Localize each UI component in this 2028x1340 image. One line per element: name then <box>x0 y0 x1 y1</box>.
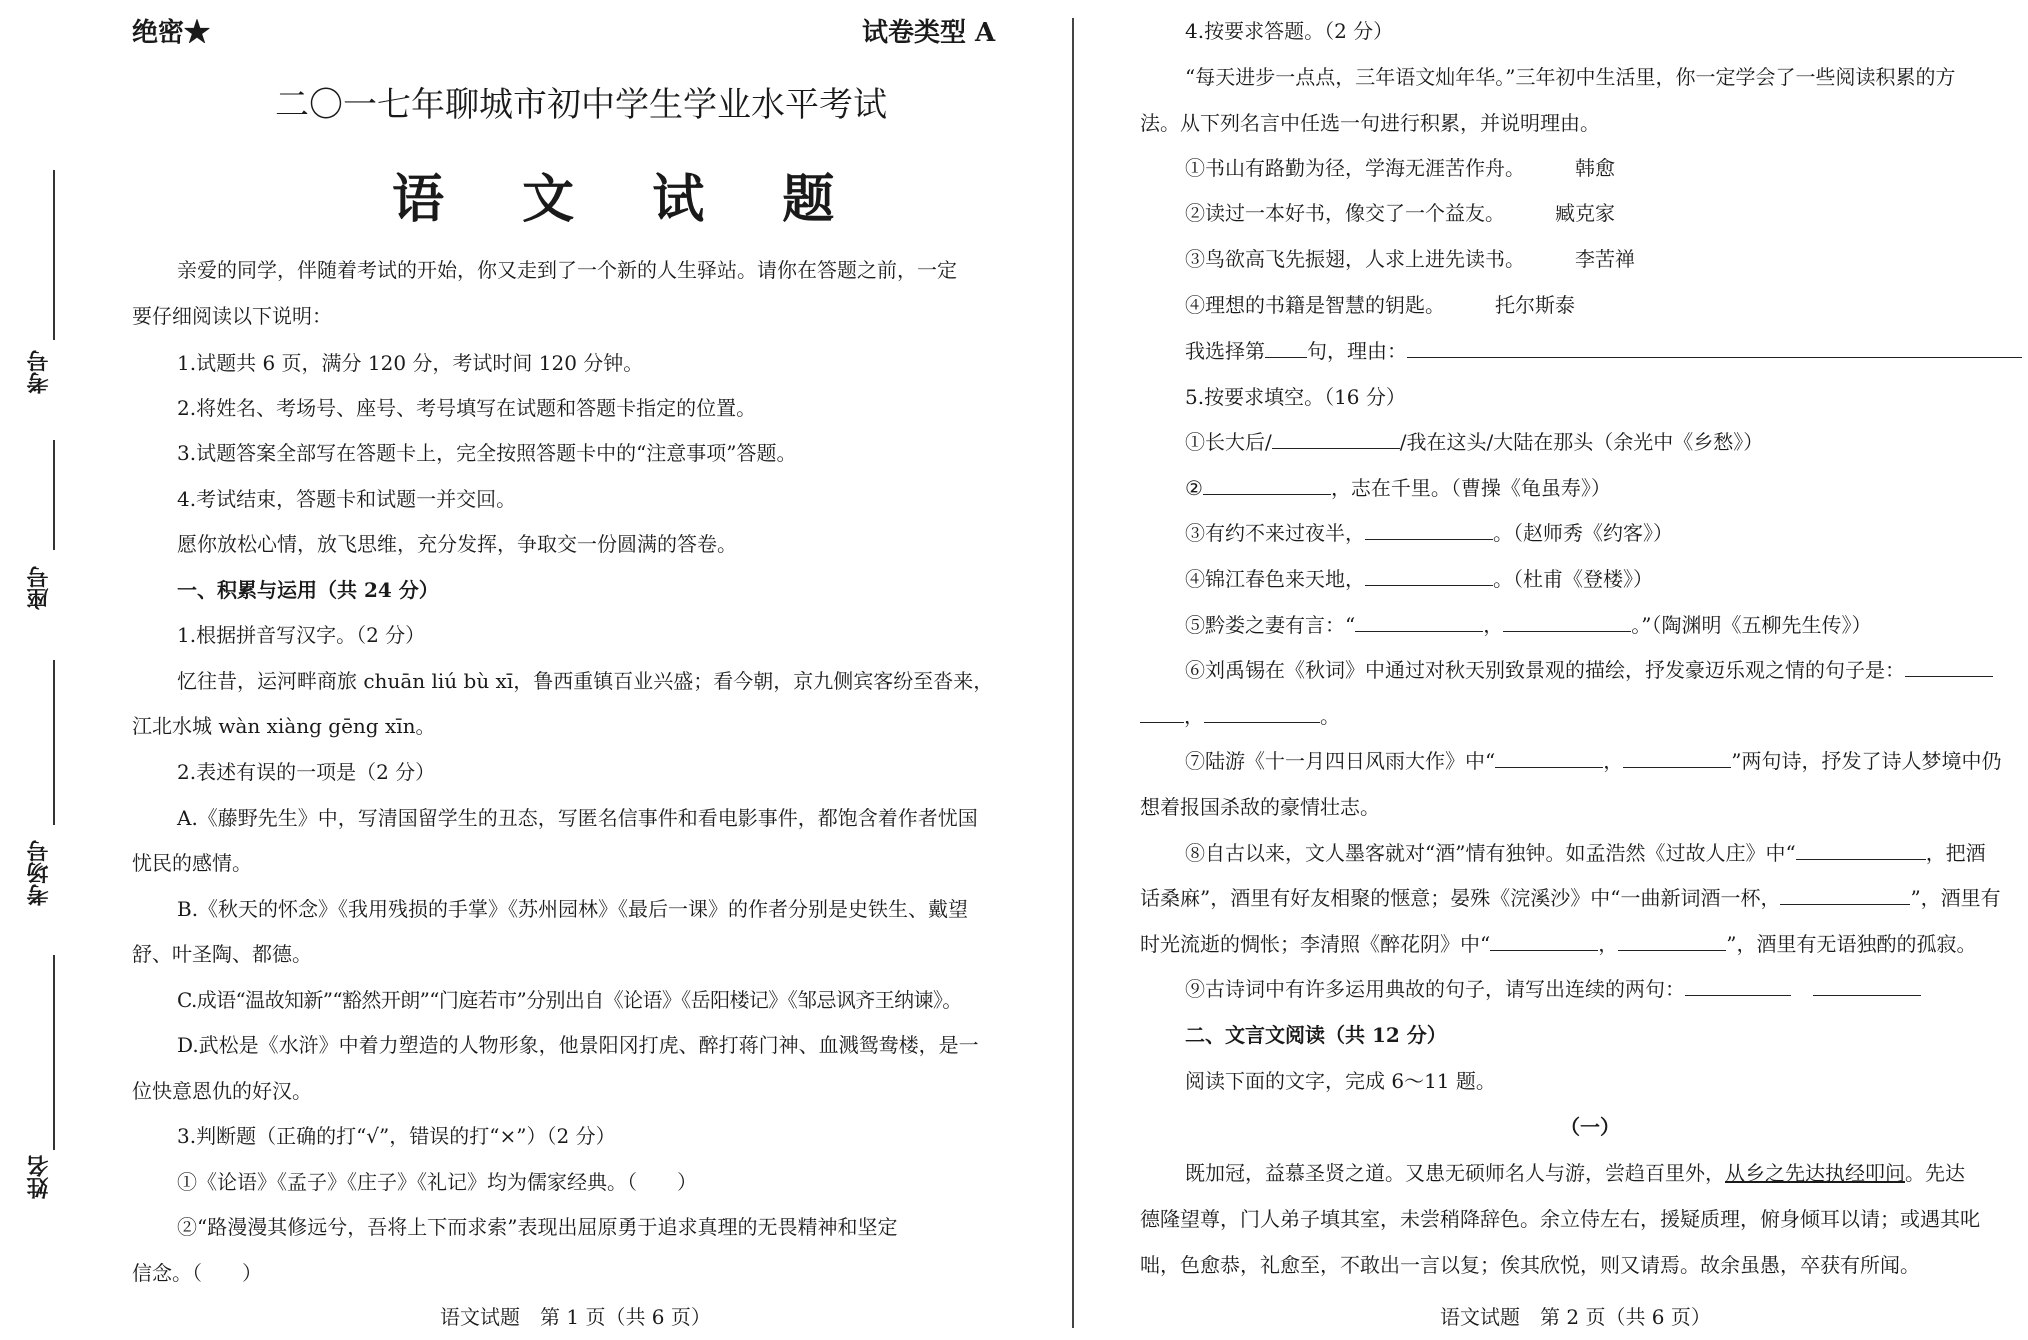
question-text: ②“路漫漫其修远兮，吾将上下而求索”表现出屈原勇于追求真理的无畏精神和坚定 <box>177 1215 898 1239</box>
quote-item: ②读过一本好书，像交了一个益友。 臧克家 <box>1185 201 1615 225</box>
option-a: 忧民的感情。 <box>132 851 252 875</box>
classical-text: 德隆望尊，门人弟子填其室，未尝稍降辞色。余立侍左右，援疑质理，俯身倾耳以请；或遇其叱 <box>1140 1207 1980 1231</box>
page-divider <box>1072 18 1074 1328</box>
question-text: 法。从下列名言中任选一句进行积累，并说明理由。 <box>1140 111 1600 135</box>
rule-item: 3.试题答案全部写在答题卡上，完全按照答题卡中的“注意事项”答题。 <box>177 441 797 465</box>
classical-text: 既加冠，益慕圣贤之道。又患无硕师名人与游，尝趋百里外，从乡之先达执经叩问。先达 <box>1185 1161 1965 1185</box>
confidential-mark: 绝密★ <box>132 18 211 48</box>
binding-line <box>53 660 55 825</box>
question-text: 想着报国杀敌的豪情壮志。 <box>1140 795 1380 819</box>
option-b: B.《秋天的怀念》《我用残损的手掌》《苏州园林》《最后一课》的作者分别是史铁生、戴望 <box>177 897 969 921</box>
intro-text: 要仔细阅读以下说明： <box>132 304 332 328</box>
paper-type: 试卷类型 A <box>862 18 996 48</box>
question-stem: 2.表述有误的一项是（2 分） <box>177 760 436 784</box>
fill-blank: ⑤黔娄之妻有言：“ ， 。”（陶渊明《五柳先生传》） <box>1185 613 1872 637</box>
binding-line <box>53 440 55 550</box>
rule-item: 1.试题共 6 页，满分 120 分，考试时间 120 分钟。 <box>177 351 644 375</box>
exam-number-label: 考号 <box>26 350 52 394</box>
section-heading: 一、积累与运用（共 24 分） <box>177 578 439 602</box>
name-label: 姓名 <box>26 1155 52 1199</box>
fill-blank: ， 。 <box>1140 703 1340 729</box>
fill-blank: ①长大后/ /我在这头/大陆在那头（余光中《乡愁》） <box>1185 430 1764 454</box>
classical-text: 咄，色愈恭，礼愈至，不敢出一言以复；俟其欣悦，则又请焉。故余虽愚，卒获有所闻。 <box>1140 1253 1920 1277</box>
fill-blank: ⑦陆游《十一月四日风雨大作》中“ ， ”两句诗，抒发了诗人梦境中仍 <box>1185 749 2002 773</box>
quote-item: ④理想的书籍是智慧的钥匙。 托尔斯泰 <box>1185 293 1575 317</box>
fill-blank: ② ，志在千里。（曹操《龟虽寿》） <box>1185 476 1611 500</box>
question-text: 江北水城 wàn xiàng gēng xīn。 <box>132 714 436 738</box>
rule-item: 2.将姓名、考场号、座号、考号填写在试题和答题卡指定的位置。 <box>177 396 757 420</box>
question-stem: 1.根据拼音写汉字。（2 分） <box>177 623 426 647</box>
option-c: C.成语“温故知新”“豁然开朗”“门庭若市”分别出自《论语》《岳阳楼记》《邹忌讽齐王纳谏》。 <box>177 988 962 1012</box>
answer-line: 我选择第 句，理由： <box>1185 338 2022 364</box>
binding-line <box>53 170 55 340</box>
page-footer: 语文试题 第 2 页（共 6 页） <box>1440 1305 1711 1329</box>
question-stem: 4.按要求答题。（2 分） <box>1185 19 1394 43</box>
fill-blank: ⑨古诗词中有许多运用典故的句子，请写出连续的两句： <box>1185 976 1921 1002</box>
part-heading: （一） <box>1560 1115 1620 1139</box>
exam-room-label: 考场号 <box>26 840 52 906</box>
question-text: 忆往昔，运河畔商旅 chuān liú bù xī，鲁西重镇百业兴盛；看今朝，京九侧宾客纷至沓来， <box>177 669 994 693</box>
wish-text: 愿你放松心情，放飞思维，充分发挥，争取交一份圆满的答卷。 <box>177 532 737 556</box>
rule-item: 4.考试结束，答题卡和试题一并交回。 <box>177 487 517 511</box>
fill-blank: ③有约不来过夜半， 。（赵师秀《约客》） <box>1185 521 1673 545</box>
seat-number-label: 座号 <box>26 566 52 610</box>
exam-title: 二〇一七年聊城市初中学生学业水平考试 <box>275 85 887 125</box>
option-d: D.武松是《水浒》中着力塑造的人物形象，他景阳冈打虎、醉打蒋门神、血溅鸳鸯楼，是一 <box>177 1033 979 1057</box>
reading-instruction: 阅读下面的文字，完成 6～11 题。 <box>1185 1069 1496 1093</box>
fill-blank: ⑥刘禹锡在《秋词》中通过对秋天别致景观的描绘，抒发豪迈乐观之情的句子是： <box>1185 657 1993 683</box>
option-b: 舒、叶圣陶、都德。 <box>132 942 312 966</box>
binding-line <box>53 955 55 1150</box>
subject-title: 语 文 试 题 <box>392 169 865 230</box>
option-d: 位快意恩仇的好汉。 <box>132 1079 312 1103</box>
question-text: “每天进步一点点，三年语文灿年华。”三年初中生活里，你一定学会了一些阅读积累的方 <box>1185 65 1956 89</box>
fill-blank: ⑧自古以来，文人墨客就对“酒”情有独钟。如孟浩然《过故人庄》中“ ，把酒 <box>1185 841 1986 865</box>
fill-blank: 时光流逝的惆怅；李清照《醉花阴》中“ ， ”，酒里有无语独酌的孤寂。 <box>1140 932 1977 956</box>
fill-blank: 话桑麻”，酒里有好友相聚的惬意；晏殊《浣溪沙》中“一曲新词酒一杯， ”，酒里有 <box>1140 886 2001 910</box>
question-stem: 3.判断题（正确的打“√”，错误的打“×”）（2 分） <box>177 1124 616 1148</box>
fill-blank: ④锦江春色来天地， 。（杜甫《登楼》） <box>1185 567 1653 591</box>
question-text: 信念。（ ） <box>132 1261 262 1285</box>
quote-item: ③鸟欲高飞先振翅，人求上进先读书。 李苦禅 <box>1185 247 1635 271</box>
section-heading: 二、文言文阅读（共 12 分） <box>1185 1023 1447 1047</box>
quote-item: ①书山有路勤为径，学海无涯苦作舟。 韩愈 <box>1185 156 1615 180</box>
intro-text: 亲爱的同学，伴随着考试的开始，你又走到了一个新的人生驿站。请你在答题之前，一定 <box>177 258 957 282</box>
question-stem: 5.按要求填空。（16 分） <box>1185 385 1406 409</box>
option-a: A.《藤野先生》中，写清国留学生的丑态，写匿名信事件和看电影事件，都饱含着作者忧国 <box>177 806 978 830</box>
page-footer: 语文试题 第 1 页（共 6 页） <box>440 1305 711 1329</box>
question-text: ①《论语》《孟子》《庄子》《礼记》均为儒家经典。（ ） <box>177 1170 697 1194</box>
